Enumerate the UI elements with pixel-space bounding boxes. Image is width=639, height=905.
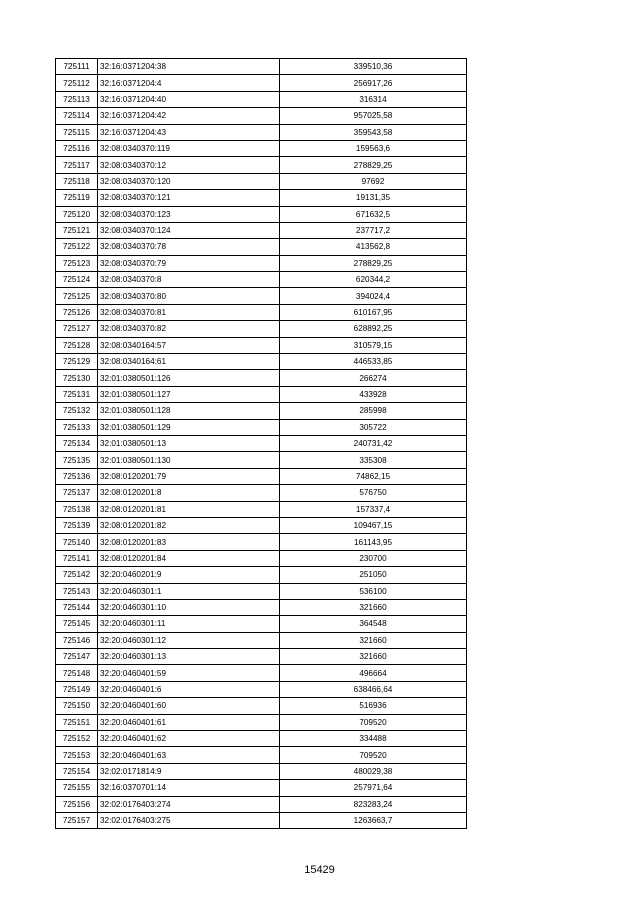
cadastral-number-cell: 32:16:0371204:38	[98, 59, 280, 75]
table-row	[56, 714, 467, 730]
cadastral-value-cell: 620344,2	[280, 272, 467, 288]
cadastral-number-cell: 32:01:0380501:128	[98, 403, 280, 419]
cadastral-value-cell: 628892,25	[280, 321, 467, 337]
table-row	[56, 616, 467, 632]
row-number-cell: 725152	[56, 731, 98, 747]
row-number-cell: 725136	[56, 468, 98, 484]
row-number-cell: 725144	[56, 599, 98, 615]
table-row	[56, 108, 467, 124]
cadastral-number-cell: 32:08:0340164:57	[98, 337, 280, 353]
cadastral-number-cell: 32:02:0176403:274	[98, 796, 280, 812]
cadastral-value-cell: 316314	[280, 91, 467, 107]
table-row	[56, 534, 467, 550]
cadastral-value-cell: 321660	[280, 649, 467, 665]
cadastral-number-cell: 32:08:0120201:81	[98, 501, 280, 517]
cadastral-value-cell: 496664	[280, 665, 467, 681]
cadastral-number-cell: 32:01:0380501:127	[98, 386, 280, 402]
row-number-cell: 725143	[56, 583, 98, 599]
table-row	[56, 517, 467, 533]
cadastral-number-cell: 32:08:0340370:123	[98, 206, 280, 222]
table-row	[56, 665, 467, 681]
cadastral-number-cell: 32:08:0340370:82	[98, 321, 280, 337]
table-row	[56, 157, 467, 173]
cadastral-value-cell: 480029,38	[280, 763, 467, 779]
cadastral-value-cell: 576750	[280, 485, 467, 501]
row-number-cell: 725129	[56, 354, 98, 370]
cadastral-value-cell: 364548	[280, 616, 467, 632]
row-number-cell: 725140	[56, 534, 98, 550]
cadastral-number-cell: 32:16:0371204:42	[98, 108, 280, 124]
cadastral-value-cell: 285998	[280, 403, 467, 419]
cadastral-value-cell: 159563,6	[280, 140, 467, 156]
table-row	[56, 452, 467, 468]
page-number: 15429	[304, 864, 335, 876]
cadastral-value-cell: 536100	[280, 583, 467, 599]
table-row	[56, 140, 467, 156]
cadastral-number-cell: 32:08:0340370:121	[98, 190, 280, 206]
row-number-cell: 725145	[56, 616, 98, 632]
table-row	[56, 763, 467, 779]
row-number-cell: 725111	[56, 59, 98, 75]
cadastral-number-cell: 32:08:0120201:8	[98, 485, 280, 501]
cadastral-value-cell: 638466,64	[280, 681, 467, 697]
cadastral-number-cell: 32:16:0370701:14	[98, 780, 280, 796]
cadastral-number-cell: 32:08:0340370:12	[98, 157, 280, 173]
row-number-cell: 725135	[56, 452, 98, 468]
cadastral-value-cell: 334488	[280, 731, 467, 747]
table-row	[56, 419, 467, 435]
cadastral-number-cell: 32:20:0460301:10	[98, 599, 280, 615]
cadastral-number-cell: 32:08:0120201:79	[98, 468, 280, 484]
cadastral-value-cell: 109467,15	[280, 517, 467, 533]
row-number-cell: 725141	[56, 550, 98, 566]
row-number-cell: 725131	[56, 386, 98, 402]
row-number-cell: 725124	[56, 272, 98, 288]
cadastral-value-cell: 230700	[280, 550, 467, 566]
row-number-cell: 725112	[56, 75, 98, 91]
row-number-cell: 725128	[56, 337, 98, 353]
table-row	[56, 599, 467, 615]
table-row	[56, 386, 467, 402]
row-number-cell: 725123	[56, 255, 98, 271]
cadastral-number-cell: 32:16:0371204:43	[98, 124, 280, 140]
table-row	[56, 75, 467, 91]
table-row	[56, 255, 467, 271]
row-number-cell: 725148	[56, 665, 98, 681]
row-number-cell: 725153	[56, 747, 98, 763]
cadastral-value-cell: 74862,15	[280, 468, 467, 484]
table-row	[56, 681, 467, 697]
cadastral-value-cell: 321660	[280, 632, 467, 648]
cadastral-number-cell: 32:08:0340370:81	[98, 304, 280, 320]
table-row	[56, 747, 467, 763]
table-row	[56, 796, 467, 812]
cadastral-value-cell: 305722	[280, 419, 467, 435]
table-row	[56, 632, 467, 648]
cadastral-number-cell: 32:16:0371204:4	[98, 75, 280, 91]
table-row	[56, 468, 467, 484]
table-row	[56, 731, 467, 747]
row-number-cell: 725139	[56, 517, 98, 533]
row-number-cell: 725116	[56, 140, 98, 156]
table-body	[56, 59, 467, 829]
cadastral-number-cell: 32:02:0176403:275	[98, 812, 280, 828]
row-number-cell: 725154	[56, 763, 98, 779]
row-number-cell: 725151	[56, 714, 98, 730]
cadastral-value-cell: 446533,85	[280, 354, 467, 370]
row-number-cell: 725130	[56, 370, 98, 386]
table-row	[56, 190, 467, 206]
cadastral-number-cell: 32:08:0340370:80	[98, 288, 280, 304]
table-row	[56, 403, 467, 419]
table-row	[56, 812, 467, 828]
cadastral-number-cell: 32:02:0171814:9	[98, 763, 280, 779]
row-number-cell: 725157	[56, 812, 98, 828]
table-row	[56, 567, 467, 583]
cadastral-value-cell: 310579,15	[280, 337, 467, 353]
table-row	[56, 173, 467, 189]
cadastral-value-cell: 823283,24	[280, 796, 467, 812]
row-number-cell: 725134	[56, 435, 98, 451]
cadastral-number-cell: 32:20:0460301:1	[98, 583, 280, 599]
cadastral-number-cell: 32:01:0380501:129	[98, 419, 280, 435]
cadastral-value-cell: 709520	[280, 714, 467, 730]
cadastral-value-cell: 335308	[280, 452, 467, 468]
row-number-cell: 725120	[56, 206, 98, 222]
cadastral-number-cell: 32:20:0460401:63	[98, 747, 280, 763]
cadastral-number-cell: 32:16:0371204:40	[98, 91, 280, 107]
row-number-cell: 725117	[56, 157, 98, 173]
row-number-cell: 725115	[56, 124, 98, 140]
table-row	[56, 304, 467, 320]
table-row	[56, 91, 467, 107]
row-number-cell: 725147	[56, 649, 98, 665]
row-number-cell: 725125	[56, 288, 98, 304]
cadastral-value-cell: 19131,35	[280, 190, 467, 206]
cadastral-number-cell: 32:20:0460401:6	[98, 681, 280, 697]
cadastral-value-cell: 278829,25	[280, 157, 467, 173]
cadastral-number-cell: 32:20:0460401:60	[98, 698, 280, 714]
cadastral-value-cell: 413562,8	[280, 239, 467, 255]
table-row	[56, 239, 467, 255]
cadastral-value-cell: 256917,26	[280, 75, 467, 91]
row-number-cell: 725149	[56, 681, 98, 697]
row-number-cell: 725118	[56, 173, 98, 189]
cadastral-value-cell: 157337,4	[280, 501, 467, 517]
cadastral-number-cell: 32:08:0340164:61	[98, 354, 280, 370]
table-row	[56, 206, 467, 222]
table-row	[56, 124, 467, 140]
table-row	[56, 222, 467, 238]
cadastral-number-cell: 32:20:0460301:13	[98, 649, 280, 665]
cadastral-value-cell: 257971,64	[280, 780, 467, 796]
table-row	[56, 649, 467, 665]
row-number-cell: 725156	[56, 796, 98, 812]
cadastral-number-cell: 32:20:0460301:11	[98, 616, 280, 632]
row-number-cell: 725150	[56, 698, 98, 714]
cadastral-number-cell: 32:08:0120201:84	[98, 550, 280, 566]
cadastral-value-table	[55, 58, 467, 829]
row-number-cell: 725127	[56, 321, 98, 337]
table-row	[56, 337, 467, 353]
row-number-cell: 725114	[56, 108, 98, 124]
row-number-cell: 725121	[56, 222, 98, 238]
cadastral-number-cell: 32:01:0380501:13	[98, 435, 280, 451]
table-row	[56, 370, 467, 386]
cadastral-number-cell: 32:08:0340370:120	[98, 173, 280, 189]
cadastral-number-cell: 32:08:0120201:83	[98, 534, 280, 550]
cadastral-value-cell: 957025,58	[280, 108, 467, 124]
cadastral-number-cell: 32:08:0120201:82	[98, 517, 280, 533]
table-row	[56, 59, 467, 75]
table-row	[56, 698, 467, 714]
cadastral-number-cell: 32:08:0340370:124	[98, 222, 280, 238]
cadastral-value-cell: 671632,5	[280, 206, 467, 222]
cadastral-value-cell: 266274	[280, 370, 467, 386]
cadastral-value-cell: 278829,25	[280, 255, 467, 271]
cadastral-value-cell: 1263663,7	[280, 812, 467, 828]
row-number-cell: 725155	[56, 780, 98, 796]
cadastral-number-cell: 32:08:0340370:78	[98, 239, 280, 255]
table-row	[56, 485, 467, 501]
cadastral-value-cell: 161143,95	[280, 534, 467, 550]
cadastral-value-cell: 240731,42	[280, 435, 467, 451]
cadastral-value-cell: 321660	[280, 599, 467, 615]
table-row	[56, 272, 467, 288]
table-row	[56, 550, 467, 566]
cadastral-value-cell: 359543,58	[280, 124, 467, 140]
row-number-cell: 725138	[56, 501, 98, 517]
cadastral-number-cell: 32:20:0460201:9	[98, 567, 280, 583]
cadastral-value-cell: 339510,36	[280, 59, 467, 75]
table-row	[56, 288, 467, 304]
table-row	[56, 354, 467, 370]
cadastral-value-cell: 709520	[280, 747, 467, 763]
cadastral-value-cell: 97692	[280, 173, 467, 189]
row-number-cell: 725132	[56, 403, 98, 419]
cadastral-value-cell: 610167,95	[280, 304, 467, 320]
row-number-cell: 725113	[56, 91, 98, 107]
cadastral-value-cell: 394024,4	[280, 288, 467, 304]
cadastral-number-cell: 32:08:0340370:8	[98, 272, 280, 288]
cadastral-value-cell: 251050	[280, 567, 467, 583]
cadastral-number-cell: 32:01:0380501:126	[98, 370, 280, 386]
row-number-cell: 725146	[56, 632, 98, 648]
cadastral-value-cell: 516936	[280, 698, 467, 714]
table-row	[56, 780, 467, 796]
cadastral-number-cell: 32:08:0340370:79	[98, 255, 280, 271]
table-row	[56, 321, 467, 337]
row-number-cell: 725133	[56, 419, 98, 435]
cadastral-number-cell: 32:01:0380501:130	[98, 452, 280, 468]
row-number-cell: 725137	[56, 485, 98, 501]
cadastral-number-cell: 32:20:0460401:61	[98, 714, 280, 730]
table-row	[56, 501, 467, 517]
cadastral-value-cell: 433928	[280, 386, 467, 402]
row-number-cell: 725119	[56, 190, 98, 206]
row-number-cell: 725122	[56, 239, 98, 255]
table-row	[56, 583, 467, 599]
cadastral-number-cell: 32:20:0460401:62	[98, 731, 280, 747]
table-row	[56, 435, 467, 451]
cadastral-value-cell: 237717,2	[280, 222, 467, 238]
row-number-cell: 725126	[56, 304, 98, 320]
cadastral-number-cell: 32:08:0340370:119	[98, 140, 280, 156]
cadastral-number-cell: 32:20:0460301:12	[98, 632, 280, 648]
cadastral-number-cell: 32:20:0460401:59	[98, 665, 280, 681]
row-number-cell: 725142	[56, 567, 98, 583]
